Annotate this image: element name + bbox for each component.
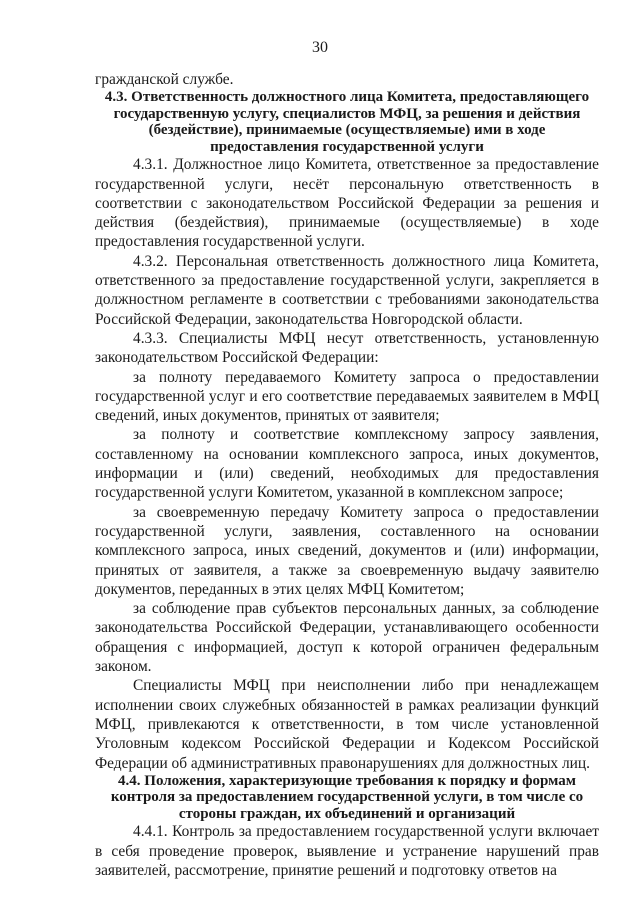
list-item-responsibility: за соблюдение прав субъектов персональных данных, за соблюдение законодательства Российской Федерации, устанавливающего особенности обращения с информацией, доступ к которой ограничен федеральным законом.: [95, 600, 599, 676]
section-heading-4-4: 4.4. Положения, характеризующие требования к порядку и формам контроля за предоставлением государственной услуги, в том числе со стороны граждан, их объединений и организаций: [110, 772, 584, 822]
section-heading-4-3: 4.3. Ответственность должностного лица Комитета, предоставляющего государственную услугу, специалистов МФЦ, за решения и действия (бездействие), принимаемые (осуществляемые) ими в ходе предоставления государственной услуги: [104, 89, 590, 155]
paragraph-4-3-2: 4.3.2. Персональная ответственность должностного лица Комитета, ответственного за предоставление государственной услуги, закрепляется в должностном регламенте в соответствии с требованиями законодательства Российской Федерации, законодательства Новгородской области.: [95, 252, 599, 328]
paragraph-continuation: гражданской службе.: [95, 71, 234, 88]
page-number: 30: [312, 39, 328, 56]
document-body: [95, 70, 599, 880]
paragraph-mfc-liability: Специалисты МФЦ при неисполнении либо при ненадлежащем исполнении своих служебных обязанностей в рамках реализации функций МФЦ, привлекаются к ответственности, в том числе установленной Уголовным кодексом Российской Федерации и Кодексом Российской Федерации об административных правонарушениях для должностных лиц.: [95, 677, 599, 772]
paragraph-4-3-1: 4.3.1. Должностное лицо Комитета, ответственное за предоставление государственной услуги, несёт персональную ответственность в соответствии с законодательством Российской Федерации за решения и действия (бездействия), принимаемые (осуществляемые) в ходе предоставления государственной услуги.: [95, 156, 599, 251]
list-item-responsibility: за полноту передаваемого Комитету запроса о предоставлении государственной услуг и его соответствие передаваемых заявителем в МФЦ сведений, иных документов, принятых от заявителя;: [95, 368, 599, 425]
list-item-responsibility: за своевременную передачу Комитету запроса о предоставлении государственной услуги, заявления, составленного на основании комплексного запроса, иных сведений, документов и (или) информации, принятых от заявителя, а также за своевременную выдачу заявителю документов, переданных в этих целях МФЦ Комитетом;: [95, 503, 599, 598]
list-item-responsibility: за полноту и соответствие комплексному запросу заявления, составленному на основании комплексного запроса, иных документов, информации и (или) сведений, необходимых для предоставления государственной услуги Комитетом, указанной в комплексном запросе;: [95, 426, 599, 502]
paragraph-4-4-1: 4.4.1. Контроль за предоставлением государственной услуги включает в себя проведение проверок, выявление и устранение нарушений прав заявителей, рассмотрение, принятие решений и подготовку ответов на: [95, 823, 599, 879]
paragraph-4-3-3: 4.3.3. Специалисты МФЦ несут ответственность, установленную законодательством Российской Федерации:: [95, 329, 599, 367]
